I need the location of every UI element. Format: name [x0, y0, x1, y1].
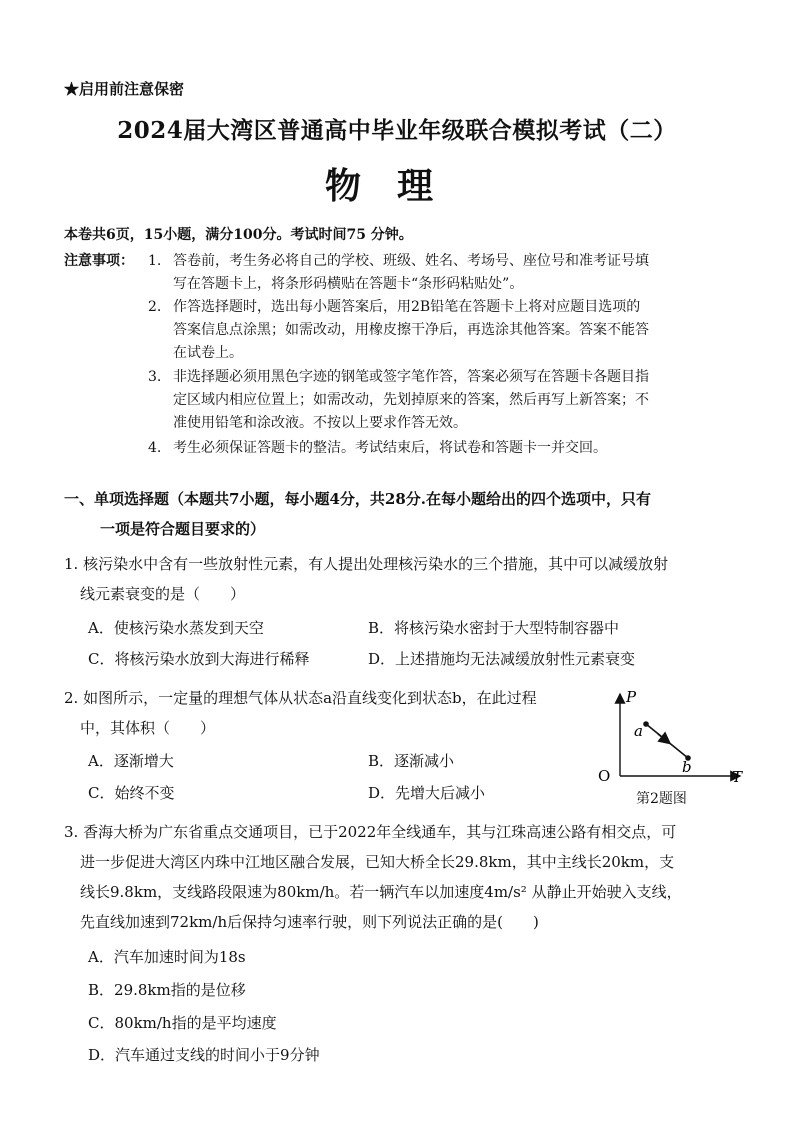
question-2: [64, 683, 604, 743]
point-a-label: a: [634, 722, 643, 740]
notice-number: 1.: [148, 253, 162, 269]
question-line: 进一步促进大湾区内珠中江地区融合发展，已知大桥全长29.8km，其中主线长20km，支: [80, 853, 675, 871]
y-axis-label: P: [626, 688, 637, 706]
q3-option-b: B．29.8km指的是位移: [88, 981, 246, 999]
notice-line: 答卷前，考生务必将自己的学校、班级、姓名、考场号、座位号和准考证号填: [173, 253, 649, 269]
point-a: [643, 721, 649, 727]
q1-option-a: A．使核污染水蒸发到天空: [88, 619, 264, 637]
notice-line: 在试卷上。: [173, 345, 243, 361]
subject-title: [0, 158, 794, 209]
origin-label: O: [598, 767, 611, 785]
q2-option-b: B．逐渐减小: [368, 752, 455, 770]
notice-item: [148, 437, 748, 460]
question-line: 线元素衰变的是（ ）: [80, 585, 246, 603]
notice-line: 准使用铅笔和涂改液。不按以上要求作答无效。: [173, 415, 467, 431]
notice-line: 考生必须保证答题卡的整洁。考试结束后，将试卷和答题卡一并交回。: [173, 440, 607, 456]
exam-info: 本卷共6页，15小题，满分100分。考试时间75 分钟。: [64, 227, 413, 243]
q2-option-a: A．逐渐增大: [88, 752, 174, 770]
notice-label: 注意事项：: [64, 253, 134, 269]
x-axis-label: T: [732, 768, 743, 786]
confidential-note: ★启用前注意保密: [64, 80, 185, 98]
question-line: 中，其体积（ ）: [80, 719, 216, 737]
question-line: 2. 如图所示，一定量的理想气体从状态a沿直线变化到状态b，在此过程: [64, 689, 537, 707]
question-line: 线长9.8km，支线路段限速为80km/h。若一辆汽车以加速度4m/s² 从静止开始驶入支线，: [80, 883, 682, 901]
notice-line: 写在答题卡上，将条形码横贴在答题卡“条形码粘贴处”。: [173, 276, 524, 292]
direction-arrow: [658, 734, 670, 744]
section-heading: [64, 484, 754, 544]
notice-item: [148, 366, 748, 435]
pt-diagram: [600, 688, 780, 808]
notice-line: 作答选择题时，选出每小题答案后，用2B铅笔在答题卡上将对应题目选项的: [173, 299, 641, 315]
q1-option-c: C．将核污染水放到大海进行稀释: [88, 650, 310, 668]
q1-option-b: B．将核污染水密封于大型特制容器中: [368, 619, 620, 637]
question-1: [64, 549, 754, 609]
exam-title: 2024届大湾区普通高中毕业年级联合模拟考试（二）: [117, 117, 677, 144]
notice-line: 非选择题必须用黑色字迹的钢笔或签字笔作答，答案必须写在答题卡各题目指: [173, 369, 649, 385]
notice-number: 3.: [148, 369, 162, 385]
subject-text: 物理: [324, 165, 469, 207]
notice-item: [148, 250, 748, 296]
question-line: 先直线加速到72km/h后保持匀速率行驶，则下列说法正确的是( ): [80, 913, 539, 931]
q3-option-d: D．汽车通过支线的时间小于9分钟: [88, 1046, 320, 1064]
notice-line: 定区域内相应位置上；如需改动，先划掉原来的答案，然后再写上新答案；不: [173, 392, 649, 408]
point-b-label: b: [682, 758, 692, 776]
section-line: 一项是符合题目要求的）: [100, 520, 266, 538]
q2-option-d: D．先增大后减小: [368, 784, 486, 802]
figure-caption: 第2题图: [636, 791, 687, 807]
question-line: 1. 核污染水中含有一些放射性元素，有人提出处理核污染水的三个措施，其中可以减缓放射: [64, 555, 669, 573]
section-line: 一、单项选择题（本题共7小题，每小题4分，共28分.在每小题给出的四个选项中，只有: [64, 490, 651, 508]
q3-option-a: A．汽车加速时间为18s: [88, 948, 246, 966]
q1-option-d: D．上述措施均无法减缓放射性元素衰变: [368, 650, 636, 668]
notice-number: 4.: [148, 440, 162, 456]
q3-option-c: C．80km/h指的是平均速度: [88, 1014, 277, 1032]
notice-line: 答案信息点涂黑；如需改动，用橡皮擦干净后，再选涂其他答案。答案不能答: [173, 322, 649, 338]
question-3: [64, 817, 754, 937]
notice-item: [148, 296, 748, 365]
notice-number: 2.: [148, 299, 162, 315]
question-line: 3. 香海大桥为广东省重点交通项目，已于2022年全线通车，其与江珠高速公路有相交点，可: [64, 823, 677, 841]
q2-option-c: C．始终不变: [88, 784, 175, 802]
